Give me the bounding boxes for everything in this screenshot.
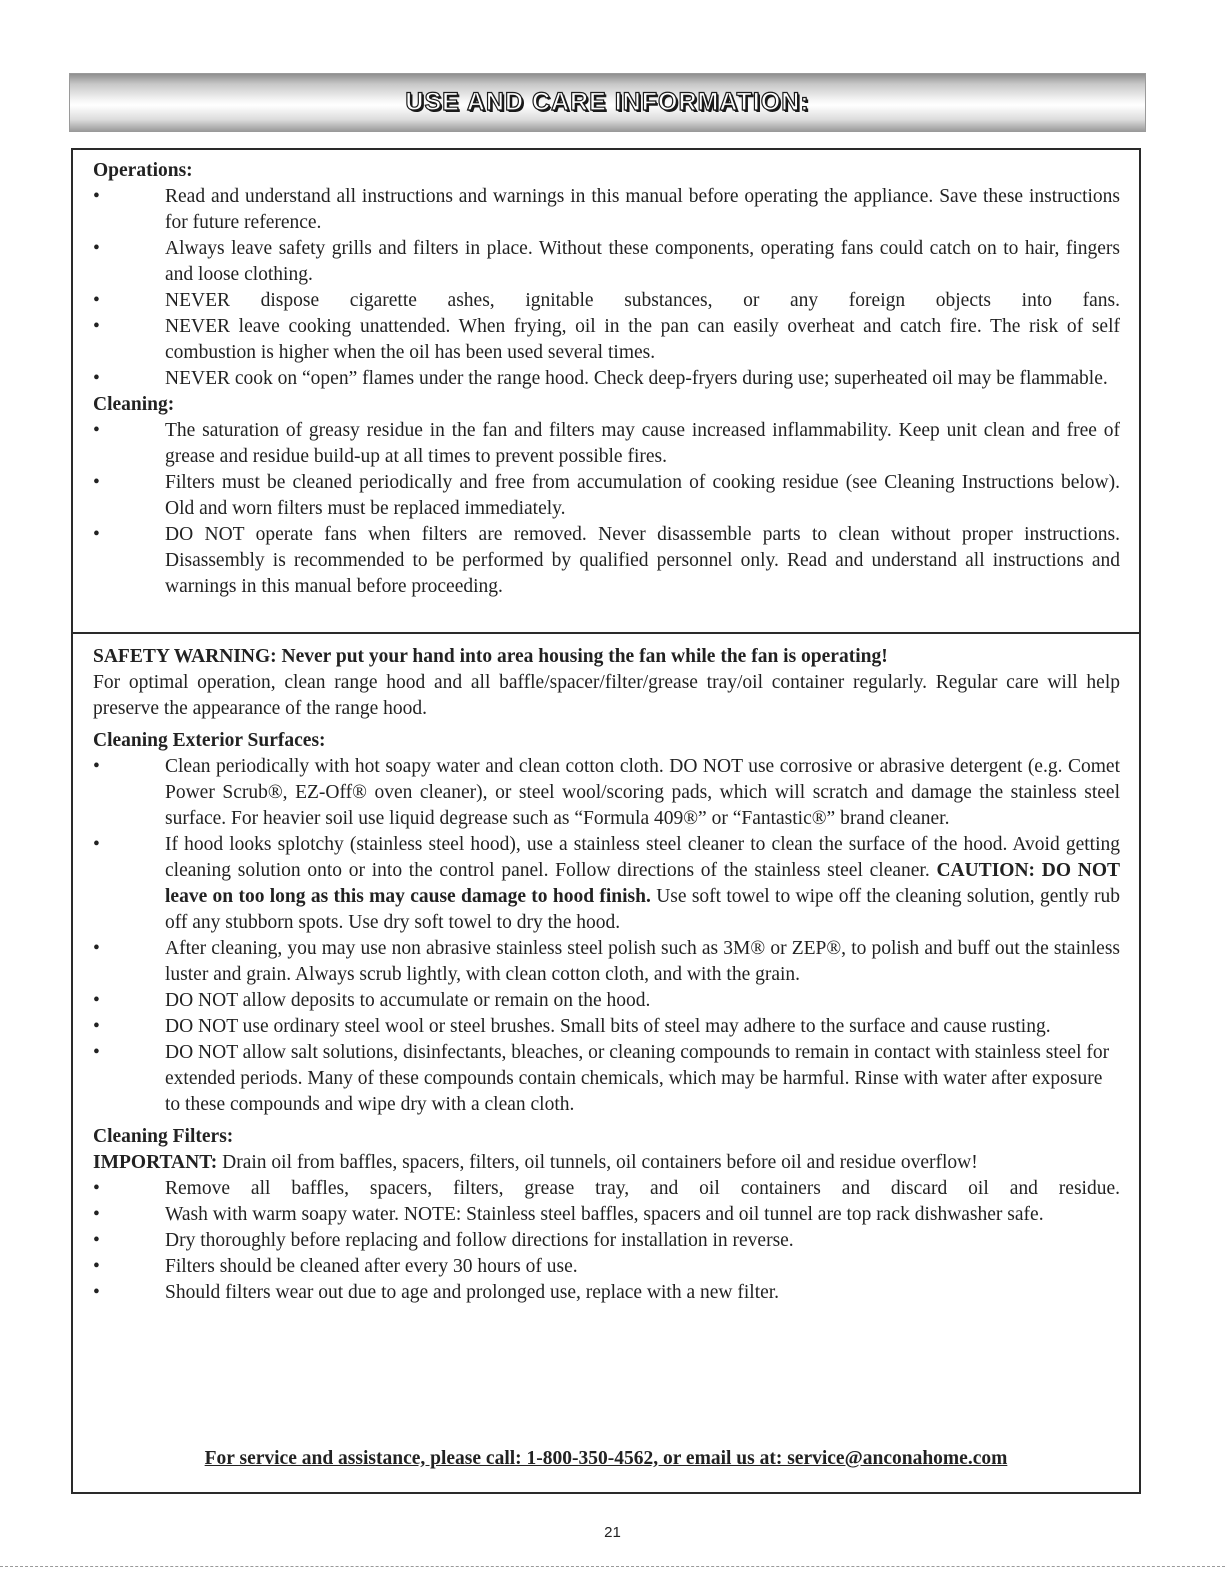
bullet-icon: • xyxy=(93,834,100,855)
care-instructions-box xyxy=(71,632,1141,1494)
list-item: • After cleaning, you may use non abrasive stainless steel polish such as 3M® or ZEP®, to polish and buff out the stainless luster and grain. Always scrub lightly, with clean cotton cloth, and with the grain. xyxy=(93,938,1120,985)
list-item: • Remove all baffles, spacers, filters, grease tray, and oil containers and discard oil and residue. xyxy=(93,1176,1120,1202)
bullet-icon: • xyxy=(93,1282,100,1303)
filters-heading: Cleaning Filters: xyxy=(93,1126,234,1147)
filters-list xyxy=(93,1176,1120,1306)
header-bar xyxy=(69,73,1146,132)
list-item: • NEVER dispose cigarette ashes, ignitable substances, or any foreign objects into fans. xyxy=(93,288,1120,314)
list-item: • DO NOT allow deposits to accumulate or remain on the hood. xyxy=(93,988,1120,1014)
exterior-list xyxy=(93,754,1120,1118)
list-item: • Read and understand all instructions and warnings in this manual before operating the appliance. Save these instructions for future reference. xyxy=(93,186,1120,233)
list-item: • DO NOT use ordinary steel wool or steel brushes. Small bits of steel may adhere to the surface and cause rusting. xyxy=(93,1014,1120,1040)
care-intro: For optimal operation, clean range hood and all baffle/spacer/filter/grease tray/oil container regularly. Regular care will help preserve the appearance of the range hood. xyxy=(93,672,1120,719)
bullet-icon: • xyxy=(93,1256,100,1277)
operations-cleaning-box xyxy=(71,148,1141,634)
important-label: IMPORTANT: xyxy=(93,1152,218,1173)
list-item: • NEVER leave cooking unattended. When frying, oil in the pan can easily overheat and catch fire. The risk of self combustion is higher when the oil has been used several times. xyxy=(93,316,1120,363)
cleaning-heading: Cleaning: xyxy=(93,394,175,415)
operations-list xyxy=(93,184,1120,392)
list-item: • DO NOT operate fans when filters are removed. Never disassemble parts to clean without proper instructions. Disassembly is recommended to be performed by qualified personnel only. Read and understand all instructions and warnings in this manual before proceeding. xyxy=(93,524,1120,597)
bullet-icon: • xyxy=(93,990,100,1011)
caution-text: CAUTION: DO NOT leave on too long as this may cause damage to hood finish. xyxy=(165,860,1120,907)
bullet-icon: • xyxy=(93,472,100,493)
bullet-icon: • xyxy=(93,524,100,545)
list-item: • The saturation of greasy residue in the fan and filters may cause increased inflammability. Keep unit clean and free of grease and residue build-up at all times to prevent possible fires. xyxy=(93,420,1120,467)
list-item: • DO NOT allow salt solutions, disinfectants, bleaches, or cleaning compounds to remain in contact with stainless steel for extended periods. Many of these compounds contain chemicals, which may be harmful. Rinse with water after exposure to these compounds and wipe dry with a clean cloth. xyxy=(93,1042,1110,1115)
list-item: • Always leave safety grills and filters in place. Without these components, operating fans could catch on to hair, fingers and loose clothing. xyxy=(93,238,1120,285)
bullet-icon: • xyxy=(93,420,100,441)
cleaning-list xyxy=(93,418,1120,600)
exterior-heading: Cleaning Exterior Surfaces: xyxy=(93,730,326,751)
bullet-icon: • xyxy=(93,238,100,259)
bullet-icon: • xyxy=(93,186,100,207)
list-item: • NEVER cook on “open” flames under the range hood. Check deep-fryers during use; superheated oil may be flammable. xyxy=(93,366,1120,392)
bullet-icon: • xyxy=(93,368,100,389)
bullet-icon: • xyxy=(93,938,100,959)
safety-warning: SAFETY WARNING: Never put your hand into area housing the fan while the fan is operating! xyxy=(93,646,888,667)
list-item: • Filters should be cleaned after every 30 hours of use. xyxy=(93,1254,1120,1280)
list-item: • Should filters wear out due to age and prolonged use, replace with a new filter. xyxy=(93,1280,1120,1306)
page-number: 21 xyxy=(604,1524,621,1541)
list-item: • If hood looks splotchy (stainless steel hood), use a stainless steel cleaner to clean the surface of the hood. Avoid getting cleaning solution onto or into the control panel. Follow directions of the stainless steel cleaner. CAUTION: DO NOT leave on too long as this may cause damage to hood finish. Use soft towel to wipe off the cleaning solution, gently rub off any stubborn spots. Use dry soft towel to dry the hood. xyxy=(93,834,1121,933)
list-item: • Filters must be cleaned periodically and free from accumulation of cooking residue (see Cleaning Instructions below). Old and worn filters must be replaced immediately. xyxy=(93,472,1120,519)
bullet-icon: • xyxy=(93,1230,100,1251)
page-bottom-divider xyxy=(0,1566,1225,1567)
bullet-icon: • xyxy=(93,1178,100,1199)
bullet-icon: • xyxy=(93,316,100,337)
bullet-icon: • xyxy=(93,290,100,311)
bullet-icon: • xyxy=(93,1042,100,1063)
service-contact: For service and assistance, please call: 1-800-350-4562, or email us at: service@anconahome.com xyxy=(204,1448,1008,1469)
list-item: • Dry thoroughly before replacing and follow directions for installation in reverse. xyxy=(93,1228,1120,1254)
page-title: USE AND CARE INFORMATION: xyxy=(405,88,810,116)
list-item: • Clean periodically with hot soapy water and clean cotton cloth. DO NOT use corrosive or abrasive detergent (e.g. Comet Power Scrub®, EZ-Off® oven cleaner), or steel wool/scoring pads, which will scratch and damage the stainless steel surface. For heavier soil use liquid degrease such as “Formula 409®” or “Fantastic®” brand cleaner. xyxy=(93,756,1120,829)
list-item: • Wash with warm soapy water. NOTE: Stainless steel baffles, spacers and oil tunnel are top rack dishwasher safe. xyxy=(93,1202,1120,1228)
bullet-icon: • xyxy=(93,756,100,777)
operations-heading: Operations: xyxy=(93,160,193,181)
important-note: IMPORTANT: Drain oil from baffles, spacers, filters, oil tunnels, oil containers before oil and residue overflow! xyxy=(93,1152,978,1173)
bullet-icon: • xyxy=(93,1016,100,1037)
bullet-icon: • xyxy=(93,1204,100,1225)
